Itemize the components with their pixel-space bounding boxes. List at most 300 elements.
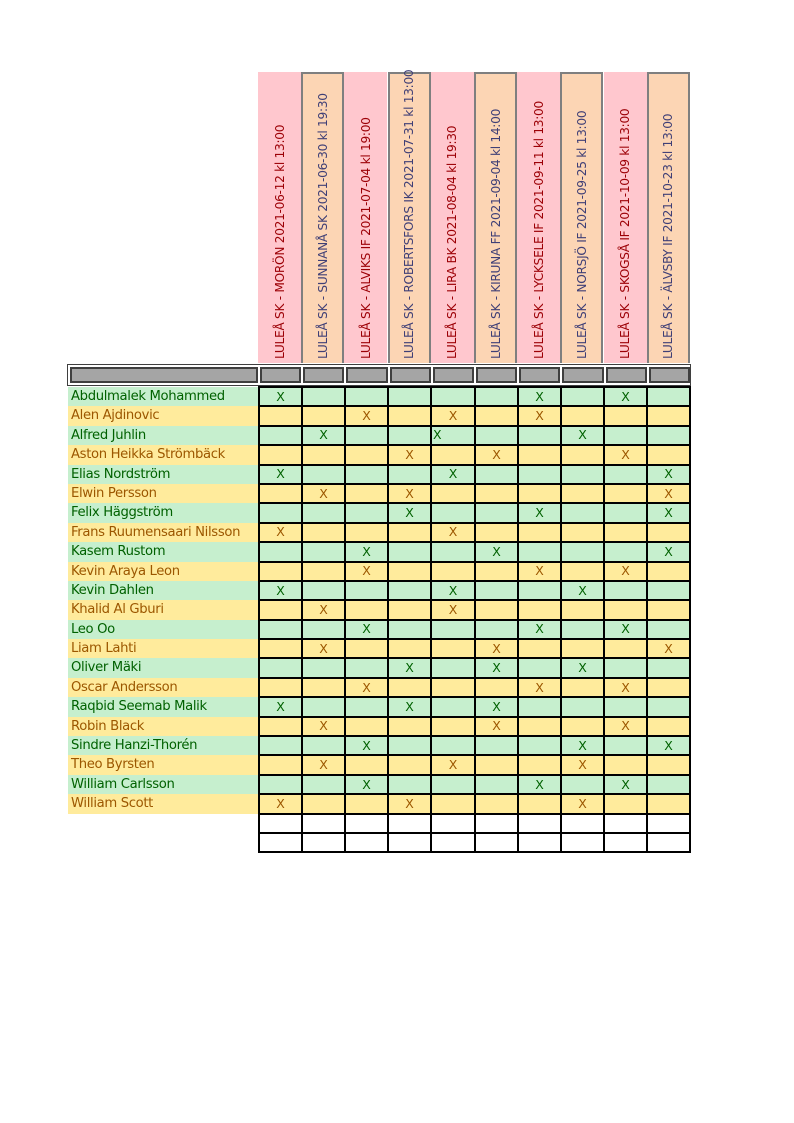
attendance-cell[interactable] (431, 775, 475, 794)
attendance-mark: X (362, 543, 371, 559)
attendance-cell[interactable] (604, 465, 647, 484)
attendance-cell[interactable] (302, 658, 345, 677)
empty-cell[interactable] (647, 814, 690, 833)
attendance-mark: X (448, 466, 458, 482)
attendance-cell[interactable] (431, 639, 475, 658)
attendance-cell[interactable] (475, 600, 518, 619)
attendance-cell[interactable] (518, 523, 561, 542)
attendance-cell[interactable] (345, 484, 388, 503)
empty-cell[interactable] (388, 814, 431, 833)
attendance-cell[interactable] (431, 484, 475, 503)
attendance-cell[interactable] (561, 426, 604, 445)
attendance-cell[interactable] (647, 465, 690, 484)
attendance-cell[interactable] (475, 426, 518, 445)
attendance-cell[interactable] (518, 484, 561, 503)
attendance-cell[interactable] (345, 794, 388, 813)
attendance-cell[interactable] (561, 600, 604, 619)
attendance-cell[interactable] (647, 387, 690, 406)
empty-cell[interactable] (604, 814, 647, 833)
attendance-cell[interactable] (259, 678, 302, 697)
attendance-cell[interactable] (475, 503, 518, 522)
attendance-cell[interactable] (475, 406, 518, 425)
empty-cell[interactable] (475, 833, 518, 852)
attendance-cell[interactable] (431, 600, 475, 619)
attendance-cell[interactable] (388, 426, 431, 445)
player-name: William Carlsson (68, 775, 258, 794)
attendance-cell[interactable] (604, 445, 647, 464)
attendance-cell[interactable] (259, 755, 302, 774)
attendance-mark: X (362, 737, 371, 753)
attendance-cell[interactable] (518, 503, 561, 522)
attendance-cell[interactable] (431, 523, 475, 542)
attendance-mark: X (319, 718, 328, 734)
attendance-cell[interactable] (518, 697, 561, 716)
attendance-cell[interactable] (302, 426, 345, 445)
attendance-mark: X (621, 446, 630, 462)
attendance-cell[interactable] (345, 581, 388, 600)
empty-cell[interactable] (518, 833, 561, 852)
empty-row (259, 814, 690, 833)
attendance-cell[interactable] (561, 445, 604, 464)
attendance-cell[interactable] (561, 717, 604, 736)
attendance-cell[interactable] (302, 581, 345, 600)
empty-cell[interactable] (475, 814, 518, 833)
attendance-cell[interactable] (431, 717, 475, 736)
match-header-label: LULEÅ SK - ÄLVSBY IF 2021-10-23 kl 13:00 (661, 113, 676, 359)
attendance-cell[interactable] (647, 445, 690, 464)
attendance-cell[interactable] (388, 658, 431, 677)
attendance-cell[interactable] (388, 523, 431, 542)
attendance-cell[interactable] (518, 775, 561, 794)
attendance-cell[interactable] (647, 794, 690, 813)
attendance-cell[interactable] (431, 406, 475, 425)
attendance-cell[interactable] (518, 542, 561, 561)
attendance-cell[interactable] (259, 562, 302, 581)
attendance-cell[interactable] (259, 600, 302, 619)
attendance-cell[interactable] (259, 658, 302, 677)
attendance-cell[interactable] (604, 387, 647, 406)
attendance-cell[interactable] (518, 639, 561, 658)
attendance-cell[interactable] (302, 503, 345, 522)
attendance-cell[interactable] (388, 445, 431, 464)
empty-cell[interactable] (647, 833, 690, 852)
attendance-cell[interactable] (302, 406, 345, 425)
attendance-cell[interactable] (475, 755, 518, 774)
empty-cell[interactable] (561, 833, 604, 852)
empty-cell[interactable] (561, 814, 604, 833)
attendance-cell[interactable] (475, 775, 518, 794)
attendance-cell[interactable] (518, 465, 561, 484)
attendance-cell[interactable] (388, 736, 431, 755)
attendance-mark: X (492, 718, 501, 734)
attendance-cell[interactable] (518, 426, 561, 445)
attendance-cell[interactable] (302, 387, 345, 406)
attendance-cell[interactable] (604, 717, 647, 736)
empty-cell[interactable] (302, 814, 345, 833)
empty-cell[interactable] (431, 814, 475, 833)
attendance-cell[interactable] (604, 600, 647, 619)
attendance-cell[interactable] (475, 639, 518, 658)
attendance-cell[interactable] (259, 620, 302, 639)
attendance-cell[interactable] (647, 542, 690, 561)
attendance-cell[interactable] (604, 406, 647, 425)
attendance-mark: X (621, 388, 630, 404)
attendance-cell[interactable] (647, 736, 690, 755)
attendance-cell[interactable] (518, 736, 561, 755)
attendance-cell[interactable] (604, 775, 647, 794)
attendance-cell[interactable] (561, 484, 604, 503)
attendance-mark: X (664, 466, 673, 482)
attendance-cell[interactable] (302, 620, 345, 639)
attendance-mark: X (535, 388, 544, 404)
gray-cell (649, 367, 690, 383)
table-row (259, 503, 690, 522)
attendance-cell[interactable] (431, 426, 475, 445)
empty-cell[interactable] (604, 833, 647, 852)
attendance-cell[interactable] (259, 639, 302, 658)
attendance-mark: X (433, 427, 442, 443)
attendance-cell[interactable] (302, 639, 345, 658)
attendance-cell[interactable] (345, 736, 388, 755)
attendance-mark: X (448, 408, 458, 424)
empty-row (259, 833, 690, 852)
attendance-cell[interactable] (604, 426, 647, 445)
attendance-cell[interactable] (431, 755, 475, 774)
attendance-cell[interactable] (604, 523, 647, 542)
attendance-cell[interactable] (518, 581, 561, 600)
attendance-cell[interactable] (302, 717, 345, 736)
player-name-column (68, 387, 258, 814)
attendance-cell[interactable] (604, 755, 647, 774)
player-name: Elias Nordström (68, 465, 258, 484)
player-name: Sindre Hanzi-Thorén (68, 736, 258, 755)
attendance-cell[interactable] (604, 678, 647, 697)
match-header-label: LULEÅ SK - ALVIKS IF 2021-07-04 kl 19:00 (358, 117, 373, 359)
attendance-cell[interactable] (345, 426, 388, 445)
match-header-label: LULEÅ SK - MORÖN 2021-06-12 kl 13:00 (272, 124, 287, 359)
attendance-cell[interactable] (561, 406, 604, 425)
attendance-cell[interactable] (647, 678, 690, 697)
attendance-mark: X (621, 776, 630, 792)
attendance-cell[interactable] (518, 755, 561, 774)
attendance-cell[interactable] (388, 697, 431, 716)
attendance-cell[interactable] (475, 794, 518, 813)
attendance-mark: X (492, 698, 501, 714)
attendance-cell[interactable] (259, 581, 302, 600)
empty-cell[interactable] (345, 833, 388, 852)
attendance-cell[interactable] (259, 445, 302, 464)
attendance-cell[interactable] (259, 484, 302, 503)
attendance-cell[interactable] (647, 775, 690, 794)
attendance-cell[interactable] (518, 717, 561, 736)
attendance-cell[interactable] (302, 775, 345, 794)
attendance-cell[interactable] (302, 736, 345, 755)
table-row (259, 755, 690, 774)
attendance-cell[interactable] (345, 620, 388, 639)
attendance-cell[interactable] (475, 387, 518, 406)
attendance-cell[interactable] (388, 639, 431, 658)
attendance-mark: X (664, 485, 673, 501)
empty-cell[interactable] (259, 814, 302, 833)
empty-cell[interactable] (345, 814, 388, 833)
player-name: Alfred Juhlin (68, 426, 258, 445)
match-header-label: LULEÅ SK - SKOGSÅ IF 2021-10-09 kl 13:00 (618, 108, 633, 359)
player-name: Robin Black (68, 717, 258, 736)
attendance-cell[interactable] (475, 717, 518, 736)
attendance-cell[interactable] (475, 620, 518, 639)
attendance-cell[interactable] (345, 678, 388, 697)
attendance-cell[interactable] (647, 600, 690, 619)
attendance-cell[interactable] (345, 503, 388, 522)
attendance-cell[interactable] (475, 697, 518, 716)
gray-cell (346, 367, 387, 383)
attendance-cell[interactable] (604, 581, 647, 600)
empty-cell[interactable] (431, 833, 475, 852)
attendance-cell[interactable] (561, 562, 604, 581)
attendance-cell[interactable] (388, 755, 431, 774)
attendance-cell[interactable] (302, 697, 345, 716)
attendance-cell[interactable] (561, 620, 604, 639)
attendance-cell[interactable] (561, 581, 604, 600)
match-header (344, 72, 387, 363)
attendance-cell[interactable] (604, 639, 647, 658)
attendance-mark: X (492, 660, 501, 676)
empty-cell[interactable] (302, 833, 345, 852)
attendance-cell[interactable] (345, 755, 388, 774)
attendance-cell[interactable] (647, 697, 690, 716)
attendance-cell[interactable] (259, 387, 302, 406)
attendance-cell[interactable] (475, 581, 518, 600)
attendance-cell[interactable] (518, 620, 561, 639)
attendance-cell[interactable] (302, 755, 345, 774)
match-header-label: LULEÅ SK - LYCKSELE IF 2021-09-11 kl 13:00 (531, 101, 546, 359)
attendance-cell[interactable] (475, 736, 518, 755)
attendance-cell[interactable] (475, 484, 518, 503)
attendance-cell[interactable] (388, 503, 431, 522)
attendance-cell[interactable] (604, 503, 647, 522)
player-name: Frans Ruumensaari Nilsson (68, 523, 258, 542)
attendance-cell[interactable] (431, 562, 475, 581)
attendance-cell[interactable] (302, 794, 345, 813)
attendance-cell[interactable] (518, 445, 561, 464)
player-name: Khalid Al Gburi (68, 600, 258, 619)
attendance-cell[interactable] (302, 465, 345, 484)
attendance-cell[interactable] (604, 697, 647, 716)
attendance-mark: X (621, 718, 630, 734)
attendance-cell[interactable] (388, 600, 431, 619)
attendance-cell[interactable] (647, 484, 690, 503)
attendance-cell[interactable] (259, 426, 302, 445)
attendance-cell[interactable] (345, 542, 388, 561)
attendance-cell[interactable] (518, 562, 561, 581)
attendance-cell[interactable] (561, 523, 604, 542)
attendance-cell[interactable] (561, 755, 604, 774)
attendance-cell[interactable] (475, 542, 518, 561)
attendance-cell[interactable] (518, 387, 561, 406)
attendance-mark: X (362, 408, 371, 424)
attendance-cell[interactable] (345, 600, 388, 619)
attendance-cell[interactable] (518, 658, 561, 677)
attendance-cell[interactable] (604, 542, 647, 561)
match-header (474, 72, 517, 363)
attendance-cell[interactable] (561, 775, 604, 794)
attendance-cell[interactable] (388, 794, 431, 813)
attendance-cell[interactable] (345, 658, 388, 677)
attendance-cell[interactable] (604, 658, 647, 677)
attendance-cell[interactable] (647, 426, 690, 445)
attendance-cell[interactable] (345, 445, 388, 464)
attendance-mark: X (276, 795, 285, 811)
attendance-mark: X (578, 795, 587, 811)
attendance-cell[interactable] (561, 387, 604, 406)
attendance-cell[interactable] (647, 755, 690, 774)
attendance-cell[interactable] (259, 406, 302, 425)
attendance-cell[interactable] (431, 736, 475, 755)
attendance-cell[interactable] (431, 658, 475, 677)
attendance-cell[interactable] (431, 581, 475, 600)
gray-header-bar (67, 364, 691, 386)
attendance-cell[interactable] (259, 736, 302, 755)
attendance-cell[interactable] (475, 678, 518, 697)
attendance-cell[interactable] (388, 542, 431, 561)
match-header (647, 72, 690, 363)
attendance-cell[interactable] (561, 697, 604, 716)
match-header (431, 72, 474, 363)
attendance-mark: X (492, 640, 501, 656)
attendance-cell[interactable] (259, 717, 302, 736)
attendance-cell[interactable] (431, 678, 475, 697)
attendance-cell[interactable] (604, 484, 647, 503)
attendance-cell[interactable] (518, 678, 561, 697)
attendance-cell[interactable] (561, 503, 604, 522)
empty-cell[interactable] (518, 814, 561, 833)
attendance-cell[interactable] (561, 794, 604, 813)
attendance-cell[interactable] (302, 445, 345, 464)
attendance-cell[interactable] (388, 465, 431, 484)
attendance-cell[interactable] (259, 542, 302, 561)
empty-cell[interactable] (388, 833, 431, 852)
attendance-cell[interactable] (345, 406, 388, 425)
attendance-cell[interactable] (259, 775, 302, 794)
attendance-cell[interactable] (647, 562, 690, 581)
attendance-cell[interactable] (345, 717, 388, 736)
attendance-mark: X (535, 621, 544, 637)
attendance-cell[interactable] (388, 581, 431, 600)
attendance-cell[interactable] (647, 406, 690, 425)
attendance-cell[interactable] (302, 600, 345, 619)
attendance-cell[interactable] (259, 523, 302, 542)
attendance-cell[interactable] (604, 562, 647, 581)
table-row (259, 542, 690, 561)
attendance-cell[interactable] (388, 484, 431, 503)
attendance-cell[interactable] (561, 465, 604, 484)
attendance-cell[interactable] (431, 387, 475, 406)
table-row (259, 406, 690, 425)
attendance-cell[interactable] (345, 775, 388, 794)
table-row (259, 426, 690, 445)
attendance-cell[interactable] (388, 620, 431, 639)
attendance-cell[interactable] (518, 406, 561, 425)
attendance-mark: X (621, 563, 630, 579)
attendance-cell[interactable] (431, 445, 475, 464)
attendance-cell[interactable] (388, 406, 431, 425)
attendance-cell[interactable] (647, 717, 690, 736)
attendance-cell[interactable] (302, 523, 345, 542)
attendance-cell[interactable] (431, 465, 475, 484)
attendance-cell[interactable] (302, 484, 345, 503)
attendance-cell[interactable] (647, 639, 690, 658)
attendance-cell[interactable] (345, 465, 388, 484)
attendance-cell[interactable] (388, 717, 431, 736)
attendance-cell[interactable] (475, 562, 518, 581)
attendance-cell[interactable] (518, 794, 561, 813)
attendance-cell[interactable] (431, 794, 475, 813)
attendance-cell[interactable] (388, 678, 431, 697)
attendance-cell[interactable] (345, 523, 388, 542)
attendance-cell[interactable] (561, 736, 604, 755)
attendance-cell[interactable] (388, 775, 431, 794)
attendance-mark: X (578, 427, 587, 443)
attendance-cell[interactable] (345, 562, 388, 581)
attendance-cell[interactable] (604, 794, 647, 813)
attendance-cell[interactable] (647, 620, 690, 639)
attendance-mark: X (319, 485, 328, 501)
attendance-cell[interactable] (561, 678, 604, 697)
attendance-cell[interactable] (259, 697, 302, 716)
attendance-cell[interactable] (647, 503, 690, 522)
attendance-cell[interactable] (604, 620, 647, 639)
attendance-cell[interactable] (561, 542, 604, 561)
attendance-mark: X (448, 601, 458, 617)
attendance-cell[interactable] (302, 562, 345, 581)
attendance-cell[interactable] (518, 600, 561, 619)
empty-cell[interactable] (259, 833, 302, 852)
attendance-cell[interactable] (388, 562, 431, 581)
attendance-mark: X (578, 660, 587, 676)
attendance-cell[interactable] (431, 697, 475, 716)
attendance-cell[interactable] (345, 697, 388, 716)
attendance-cell[interactable] (561, 658, 604, 677)
attendance-cell[interactable] (259, 465, 302, 484)
attendance-cell[interactable] (345, 639, 388, 658)
table-row (259, 678, 690, 697)
attendance-cell[interactable] (259, 794, 302, 813)
attendance-cell[interactable] (475, 465, 518, 484)
attendance-cell[interactable] (475, 445, 518, 464)
attendance-cell[interactable] (647, 658, 690, 677)
attendance-cell[interactable] (345, 387, 388, 406)
attendance-mark: X (664, 737, 673, 753)
attendance-cell[interactable] (302, 678, 345, 697)
match-header-label: LULEÅ SK - ROBERTSFORS IK 2021-07-31 kl 13:00 (402, 69, 417, 359)
attendance-cell[interactable] (561, 639, 604, 658)
attendance-cell[interactable] (475, 658, 518, 677)
attendance-cell[interactable] (388, 387, 431, 406)
attendance-cell[interactable] (259, 503, 302, 522)
attendance-mark: X (405, 698, 414, 714)
attendance-cell[interactable] (431, 620, 475, 639)
attendance-cell[interactable] (302, 542, 345, 561)
table-row (259, 717, 690, 736)
attendance-mark: X (276, 524, 285, 540)
gray-cell (562, 367, 603, 383)
attendance-cell[interactable] (431, 503, 475, 522)
attendance-cell[interactable] (604, 736, 647, 755)
attendance-cell[interactable] (431, 542, 475, 561)
attendance-cell[interactable] (647, 523, 690, 542)
attendance-cell[interactable] (647, 581, 690, 600)
attendance-cell[interactable] (475, 523, 518, 542)
